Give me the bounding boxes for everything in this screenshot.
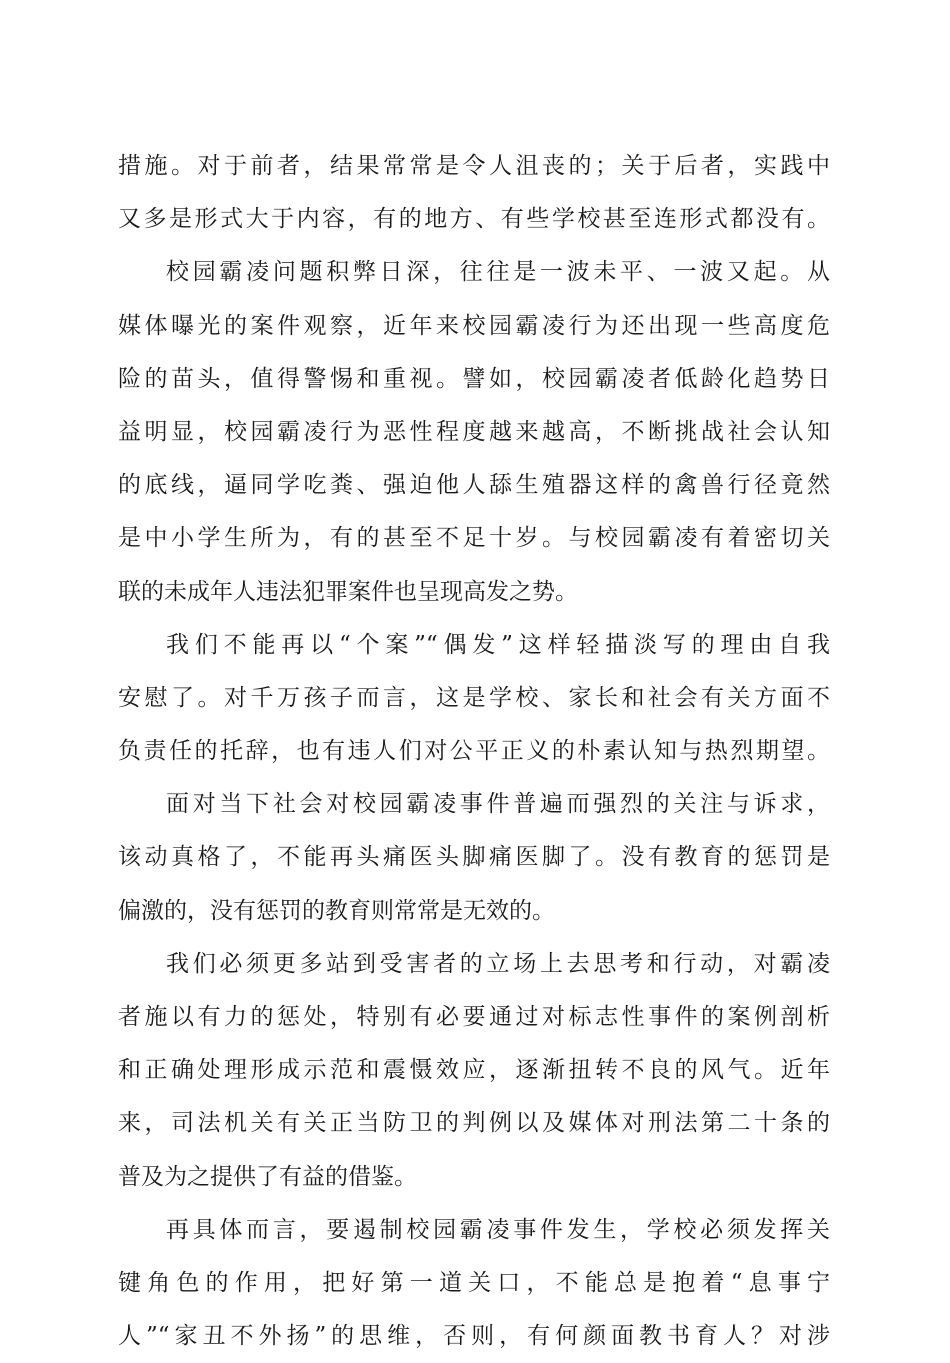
paragraph-4-line-2: 该动真格了，不能再头痛医头脚痛医脚了。没有教育的惩罚是 bbox=[118, 844, 830, 871]
paragraph-2-line-1: 校园霸凌问题积弊日深，往往是一波未平、一波又起。从 bbox=[166, 259, 830, 286]
paragraph-5-line-4: 来，司法机关有关正当防卫的判例以及媒体对刑法第二十条的 bbox=[118, 1110, 830, 1137]
paragraph-5-line-3: 和正确处理形成示范和震慑效应，逐渐扭转不良的风气。近年 bbox=[118, 1057, 830, 1084]
paragraph-1-line-2: 又多是形式大于内容，有的地方、有些学校甚至连形式都没有。 bbox=[118, 206, 830, 233]
paragraph-2-line-5: 的底线，逼同学吃粪、强迫他人舔生殖器这样的禽兽行径竟然 bbox=[118, 472, 830, 499]
paragraph-2-line-6: 是中小学生所为，有的甚至不足十岁。与校园霸凌有着密切关 bbox=[118, 525, 830, 552]
paragraph-3-line-2: 安慰了。对千万孩子而言，这是学校、家长和社会有关方面不 bbox=[118, 684, 830, 711]
paragraph-2-line-7: 联的未成年人违法犯罪案件也呈现高发之势。 bbox=[118, 578, 578, 605]
paragraph-6-line-3: 人”“家丑不外扬”的思维，否则，有何颜面教书育人？对涉 bbox=[118, 1323, 830, 1350]
paragraph-6-line-2: 键角色的作用，把好第一道关口，不能总是抱着“息事宁 bbox=[118, 1269, 830, 1296]
article-body bbox=[118, 140, 830, 1363]
paragraph-1-line-1: 措施。对于前者，结果常常是令人沮丧的；关于后者，实践中 bbox=[118, 153, 830, 179]
paragraph-2-line-3: 险的苗头，值得警惕和重视。譬如，校园霸凌者低龄化趋势日 bbox=[118, 365, 830, 392]
paragraph-5-line-2: 者施以有力的惩处，特别有必要通过对标志性事件的案例剖析 bbox=[118, 1004, 830, 1030]
paragraph-3-line-1: 我们不能再以“个案”“偶发”这样轻描淡写的理由自我 bbox=[166, 631, 830, 658]
paragraph-2-line-4: 益明显，校园霸凌行为恶性程度越来越高，不断挑战社会认知 bbox=[118, 418, 830, 445]
paragraph-2-line-2: 媒体曝光的案件观察，近年来校园霸凌行为还出现一些高度危 bbox=[118, 312, 830, 339]
paragraph-4-line-3: 偏激的，没有惩罚的教育则常常是无效的。 bbox=[118, 897, 555, 924]
paragraph-5-line-1: 我们必须更多站到受害者的立场上去思考和行动，对霸凌 bbox=[166, 950, 830, 977]
paragraph-4-line-1: 面对当下社会对校园霸凌事件普遍而强烈的关注与诉求， bbox=[166, 791, 830, 818]
paragraph-6-line-1: 再具体而言，要遏制校园霸凌事件发生，学校必须发挥关 bbox=[166, 1216, 830, 1243]
paragraph-3-line-3: 负责任的托辞，也有违人们对公平正义的朴素认知与热烈期望。 bbox=[118, 738, 830, 765]
paragraph-5-line-5: 普及为之提供了有益的借鉴。 bbox=[118, 1163, 417, 1190]
